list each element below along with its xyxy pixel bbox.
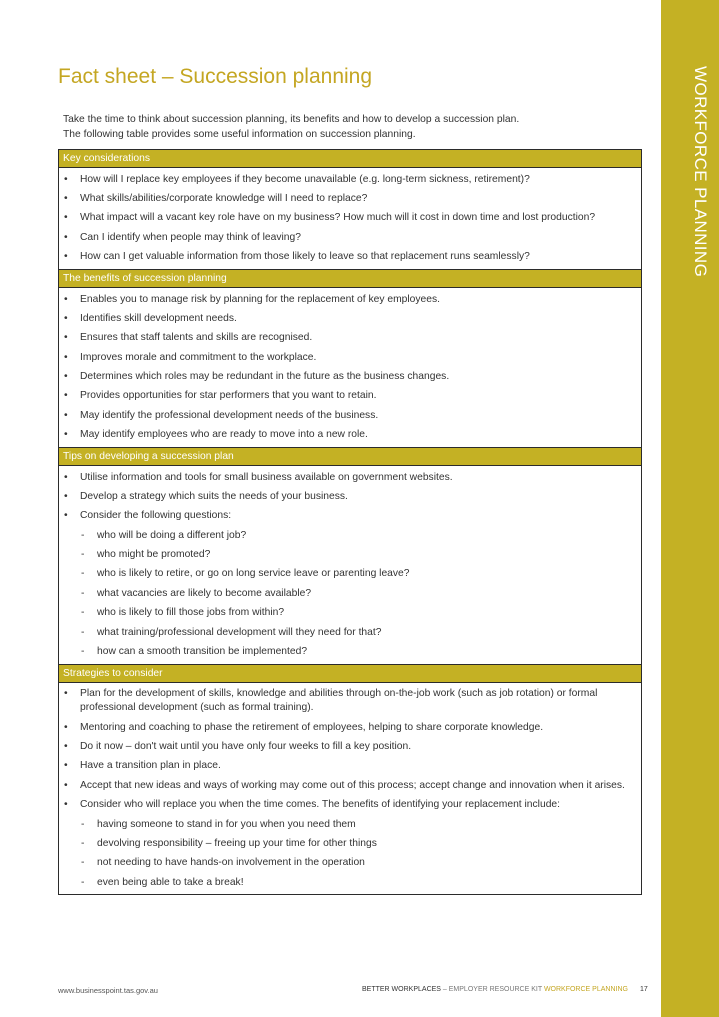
list-item: • How will I replace key employees if they become unavailable (e.g. long-term sickness, retirement)? (59, 170, 641, 189)
section-heading: Tips on developing a succession plan (59, 447, 642, 465)
section-heading: The benefits of succession planning (59, 269, 642, 287)
list-item: • Plan for the development of skills, knowledge and abilities through on-the-job work (such as job rotation) or formal professional development (such as formal training). (59, 685, 641, 718)
list-item: • Do it now – don't wait until you have only four weeks to fill a key position. (59, 737, 641, 756)
sub-list-item: - devolving responsibility – freeing up your time for other things (59, 834, 641, 853)
list-item: • Identifies skill development needs. (59, 309, 641, 328)
section-heading: Strategies to consider (59, 664, 642, 682)
list-item: • Improves morale and commitment to the workplace. (59, 348, 641, 367)
list-item: • Can I identify when people may think of leaving? (59, 228, 641, 247)
section-list (59, 683, 641, 895)
list-item: • What skills/abilities/corporate knowledge will I need to replace? (59, 189, 641, 208)
sub-list-item: - what training/professional development will they need for that? (59, 623, 641, 642)
sub-list-item: - what vacancies are likely to become available? (59, 584, 641, 603)
footer-kit: EMPLOYER RESOURCE KIT (448, 986, 544, 993)
footer-separator: – (440, 986, 449, 993)
section-body (59, 682, 642, 895)
list-item: • Utilise information and tools for small business available on government websites. (59, 468, 641, 487)
footer-section: WORKFORCE PLANNING (543, 986, 628, 993)
section-body (59, 287, 642, 447)
page-number: 17 (639, 986, 648, 993)
footer-url[interactable]: www.businesspoint.tas.gov.au (58, 986, 158, 995)
section-list (59, 466, 641, 664)
sub-list-item: - who is likely to retire, or go on long service leave or parenting leave? (59, 565, 641, 584)
sub-list-item: - even being able to take a break! (59, 873, 641, 892)
list-item: • Provides opportunities for star performers that you want to retain. (59, 387, 641, 406)
sub-list-item: - who is likely to fill those jobs from within? (59, 604, 641, 623)
section-body (59, 465, 642, 664)
intro-text (63, 112, 643, 142)
sub-list-item: - how can a smooth transition be implemented? (59, 642, 641, 661)
sub-list-item: - not needing to have hands-on involvement in the operation (59, 854, 641, 873)
sub-list-item: - who might be promoted? (59, 545, 641, 564)
sub-list-item: - who will be doing a different job? (59, 526, 641, 545)
sidebar-section-label: WORKFORCE PLANNING (691, 66, 710, 278)
page-title: Fact sheet – Succession planning (58, 65, 373, 88)
sub-list-item: - having someone to stand in for you when you need them (59, 815, 641, 834)
section-heading: Key considerations (59, 150, 642, 168)
intro-line: Take the time to think about succession planning, its benefits and how to develop a succession plan. (63, 114, 520, 125)
list-item: • Develop a strategy which suits the needs of your business. (59, 487, 641, 506)
list-item: • How can I get valuable information from those likely to leave so that replacement runs seamlessly? (59, 248, 641, 267)
list-item: • Enables you to manage risk by planning for the replacement of key employees. (59, 290, 641, 309)
list-item: • May identify employees who are ready to move into a new role. (59, 426, 641, 445)
section-list (59, 168, 641, 269)
list-item: • Consider who will replace you when the time comes. The benefits of identifying your replacement include: (59, 796, 641, 815)
list-item: • Accept that new ideas and ways of working may come out of this process; accept change and innovation when it arises. (59, 776, 641, 795)
list-item: • Determines which roles may be redundant in the future as the business changes. (59, 367, 641, 386)
list-item: • Mentoring and coaching to phase the retirement of employees, helping to share corporate knowledge. (59, 718, 641, 737)
list-item: • Consider the following questions: (59, 507, 641, 526)
section-body (59, 168, 642, 270)
footer-credit (362, 986, 648, 993)
intro-line: The following table provides some useful information on succession planning. (63, 129, 416, 140)
fact-table (58, 149, 642, 895)
list-item: • May identify the professional development needs of the business. (59, 406, 641, 425)
section-list (59, 288, 641, 447)
list-item: • Have a transition plan in place. (59, 757, 641, 776)
list-item: • What impact will a vacant key role have on my business? How much will it cost in down time and lost production? (59, 209, 641, 228)
list-item: • Ensures that staff talents and skills are recognised. (59, 329, 641, 348)
footer-brand: BETTER WORKPLACES (362, 986, 441, 993)
